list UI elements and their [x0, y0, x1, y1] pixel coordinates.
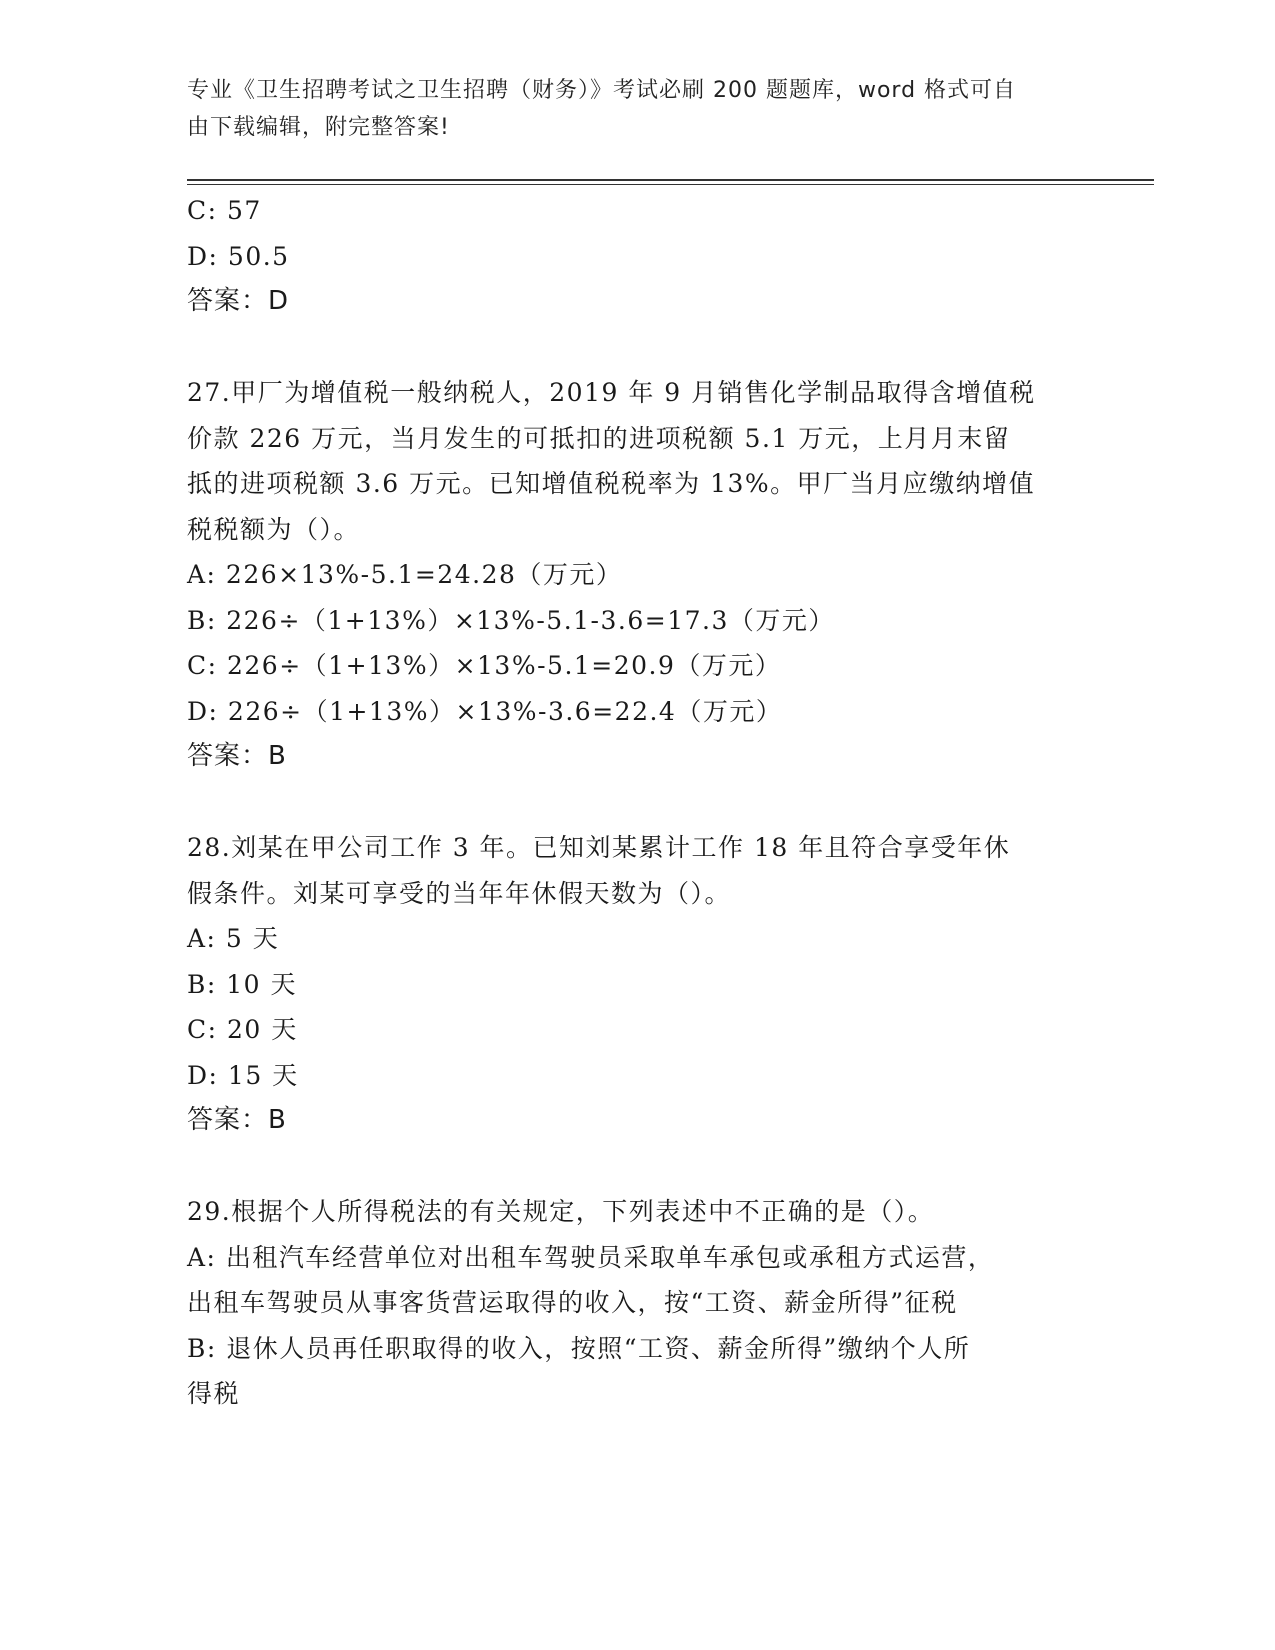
- option-d: D: 226÷（1+13%）×13%-3.6=22.4（万元）: [187, 696, 783, 726]
- spacer: [187, 1144, 1087, 1190]
- answer-line: 答案：B: [187, 741, 287, 771]
- spacer: [187, 780, 1087, 826]
- header-line-1: 专业《卫生招聘考试之卫生招聘（财务）》考试必刷 200 题题库，word 格式可自: [187, 78, 1017, 103]
- question-text: 税税额为（）。: [187, 514, 361, 544]
- option-a-continued: 出租车驾驶员从事客货营运取得的收入，按“工资、薪金所得”征税: [187, 1288, 958, 1317]
- question-text: 27.甲厂为增值税一般纳税人，2019 年 9 月销售化学制品取得含增值税: [187, 378, 1036, 407]
- question-text: 28.刘某在甲公司工作 3 年。已知刘某累计工作 18 年且符合享受年休: [187, 833, 1011, 862]
- option-c: C: 57: [187, 196, 262, 225]
- option-a: A: 出租汽车经营单位对出租车驾驶员采取单车承包或承租方式运营，: [187, 1242, 995, 1272]
- option-b: B: 退休人员再任职取得的收入，按照“工资、薪金所得”缴纳个人所: [187, 1333, 971, 1363]
- option-c: C: 226÷（1+13%）×13%-5.1=20.9（万元）: [187, 651, 782, 680]
- question-block-29: [187, 1189, 1087, 1417]
- option-d: D: 15 天: [187, 1060, 299, 1090]
- option-c: C: 20 天: [187, 1015, 298, 1044]
- question-text: 假条件。刘某可享受的当年年休假天数为（）。: [187, 878, 732, 908]
- question-block-26: [187, 188, 1087, 325]
- page-header: [187, 72, 1067, 146]
- header-line-2: 由下载编辑，附完整答案!: [187, 115, 450, 140]
- document-body: [187, 188, 1087, 1417]
- question-block-27: [187, 370, 1087, 780]
- answer-line: 答案：B: [187, 1105, 287, 1135]
- option-a: A: 5 天: [187, 924, 280, 953]
- question-block-28: [187, 825, 1087, 1144]
- header-divider: [187, 179, 1154, 185]
- option-a: A: 226×13%-5.1=24.28（万元）: [187, 560, 623, 589]
- answer-line: 答案：D: [187, 286, 290, 316]
- spacer: [187, 325, 1087, 371]
- question-text: 29.根据个人所得税法的有关规定，下列表述中不正确的是（）。: [187, 1197, 935, 1226]
- option-b: B: 10 天: [187, 969, 297, 999]
- option-b: B: 226÷（1+13%）×13%-5.1-3.6=17.3（万元）: [187, 605, 835, 635]
- question-text: 价款 226 万元，当月发生的可抵扣的进项税额 5.1 万元，上月月末留: [187, 423, 1011, 453]
- option-d: D: 50.5: [187, 241, 290, 271]
- option-b-continued: 得税: [187, 1379, 241, 1408]
- question-text: 抵的进项税额 3.6 万元。已知增值税税率为 13%。甲厂当月应缴纳增值: [187, 469, 1036, 498]
